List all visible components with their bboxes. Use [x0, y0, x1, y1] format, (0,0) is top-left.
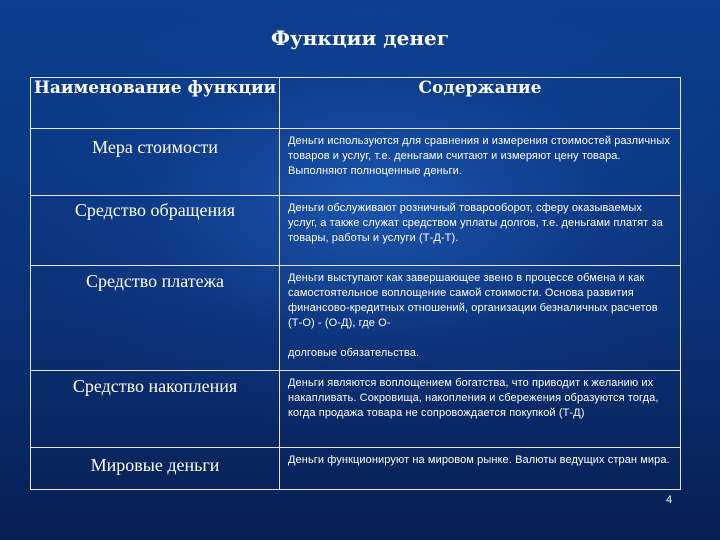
function-content-main: Деньги выступают как завершающее звено в процессе обмена и как самостоятельное воплощение самой стоимости. Основа развития финансово-кредитных отношений, организации безналичных расчетов (Т-О) - (О-Д), где О- — [288, 272, 658, 329]
slide-title: Функции денег — [271, 26, 449, 50]
function-content-extra: долговые обязательства. — [288, 347, 420, 359]
function-content: Деньги являются воплощением богатства, что приводит к желанию их накапливать. Сокровища, накопления и сбережения образуются тогда, когда продажа товара не сопровождается покупкой (Т-Д) — [280, 371, 681, 448]
function-content: Деньги используются для сравнения и измерения стоимостей различных товаров и услуг, т.е. деньгами считают и измеряют цену товара. Выполняют полноценные деньги. — [280, 129, 681, 196]
function-name: Средство платежа — [31, 266, 280, 371]
table-row — [31, 129, 681, 196]
page-number: 4 — [666, 494, 673, 506]
function-content — [280, 266, 681, 371]
money-functions-table — [30, 77, 681, 490]
function-name: Средство обращения — [31, 196, 280, 266]
function-name: Мера стоимости — [31, 129, 280, 196]
header-name-cell: Наименование функции — [31, 78, 280, 129]
table-row — [31, 196, 681, 266]
function-content: Деньги функционируют на мировом рынке. Валюты ведущих стран мира. — [280, 448, 681, 490]
table-row — [31, 448, 681, 490]
function-name: Мировые деньги — [31, 448, 280, 490]
table-row — [31, 371, 681, 448]
table-header-row — [31, 78, 681, 129]
table-row — [31, 266, 681, 371]
function-content: Деньги обслуживают розничный товарооборот, сферу оказываемых услуг, а также служат средством уплаты долгов, т.е. деньгами платят за товары, работы и услуги (Т-Д-Т). — [280, 196, 681, 266]
function-name: Средство накопления — [31, 371, 280, 448]
header-content-cell: Содержание — [280, 78, 681, 129]
